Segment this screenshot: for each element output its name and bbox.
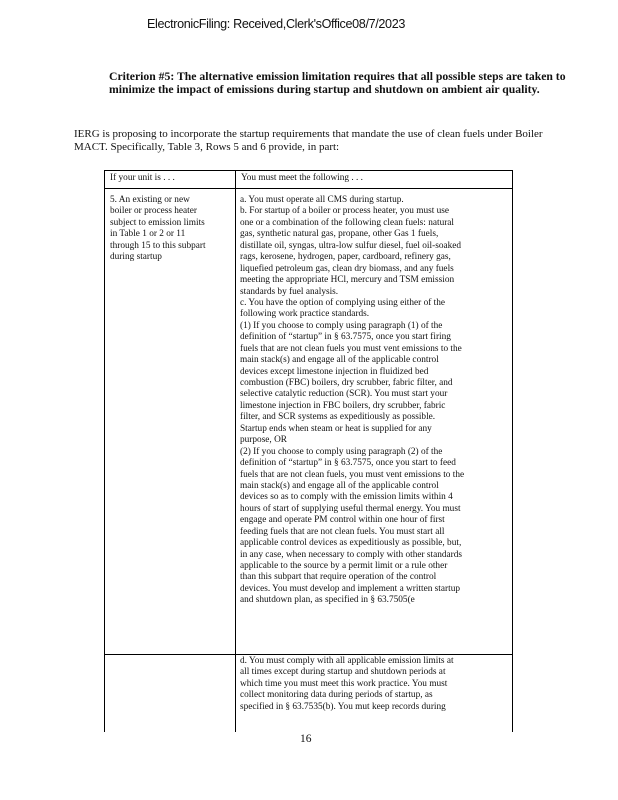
- table-cell-line: purpose, OR: [240, 435, 287, 446]
- table-cell-line: combustion (FBC) boilers, dry scrubber, fabric filter, and: [240, 378, 453, 388]
- filing-stamp-header: ElectronicFiling: Received,Clerk'sOffice08/7/2023: [147, 17, 406, 31]
- table-cell-line: c. You have the option of complying using either of the: [240, 297, 446, 308]
- table-cell-line: d. You must comply with all applicable emission limits at: [240, 656, 454, 666]
- table-cell-line: definition of “startup” in § 63.7575, once you start firing: [240, 332, 451, 343]
- table-cell-line: rags, kerosene, hydrogen, paper, cardboard, refinery gas,: [240, 252, 451, 263]
- row5-requirements: [240, 195, 464, 607]
- table-cell-line: feeding fuels that are not clean fuels. You must start all: [240, 526, 445, 537]
- table-cell-line: applicable to the source by a permit limit or a rule other: [240, 561, 448, 571]
- table-cell-line: subject to emission limits: [110, 217, 205, 228]
- table-cell-line: 5. An existing or new: [110, 195, 190, 205]
- table-header-left: If your unit is . . .: [110, 173, 175, 183]
- table-header-divider: [104, 188, 513, 189]
- table-cell-line: filter, and SCR systems as expeditiously as possible.: [240, 412, 436, 423]
- table-cell-line: engage and operate PM control within one hour of first: [240, 515, 445, 526]
- table-cell-line: devices. You must develop and implement a written startup: [240, 583, 460, 594]
- table-cell-line: meeting the appropriate HCl, mercury and TSM emission: [240, 275, 455, 286]
- table-cell-line: (1) If you choose to comply using paragraph (1) of the: [240, 320, 443, 331]
- table-cell-line: and shutdown plan, as specified in § 63.7505(e: [240, 595, 415, 606]
- criterion-heading: Criterion #5: The alternative emission limitation requires that all possible steps are taken to minimize the impact of emissions during startup and shutdown on ambient air quality.: [109, 70, 566, 96]
- table-cell-line: definition of “startup” in § 63.7575, once you start to feed: [240, 458, 456, 469]
- table-header-right: You must meet the following . . .: [241, 173, 363, 183]
- table-cell-line: hours of start of supplying useful thermal energy. You must: [240, 503, 461, 514]
- table-cell-line: limestone injection in FBC boilers, dry scrubber, fabric: [240, 400, 446, 411]
- table-cell-line: than this subpart that require operation of the control: [240, 572, 437, 583]
- table-column-divider: [235, 170, 236, 732]
- table-cell-line: devices so as to comply with the emission limits within 4: [240, 492, 453, 503]
- table-cell-line: gas, synthetic natural gas, propane, other Gas 1 fuels,: [240, 229, 439, 240]
- table-cell-line: b. For startup of a boiler or process heater, you must use: [240, 206, 450, 217]
- table-cell-line: liquefied petroleum gas, clean dry biomass, and any fuels: [240, 263, 454, 274]
- table-cell-line: selective catalytic reduction (SCR). You must start your: [240, 389, 448, 400]
- table-cell-line: in Table 1 or 2 or 11: [110, 229, 186, 240]
- table-cell-line: fuels that are not clean fuels, you must vent emissions to the: [240, 469, 465, 480]
- table-cell-line: standards by fuel analysis.: [240, 286, 339, 297]
- table-cell-line: during startup: [110, 252, 162, 263]
- table-cell-line: one or a combination of the following clean fuels: natural: [240, 217, 455, 228]
- page-number: 16: [300, 733, 312, 745]
- table-cell-line: devices except limestone injection in fluidized bed: [240, 366, 429, 377]
- table-cell-line: applicable control devices as expeditiously as possible, but,: [240, 538, 462, 549]
- table-cell-line: distillate oil, syngas, ultra-low sulfur diesel, fuel oil-soaked: [240, 240, 462, 251]
- table-cell-line: all times except during startup and shutdown periods at: [240, 667, 446, 678]
- table-row-divider: [104, 654, 513, 655]
- intro-paragraph: IERG is proposing to incorporate the startup requirements that mandate the use of clean fuels under Boiler MACT. Specifically, Table 3, Rows 5 and 6 provide, in part:: [74, 128, 543, 153]
- table-cell-line: (2) If you choose to comply using paragraph (2) of the: [240, 446, 443, 457]
- table-cell-line: specified in § 63.7535(b). You mut keep records during: [240, 701, 446, 712]
- table-cell-line: Startup ends when steam or heat is supplied for any: [240, 423, 432, 434]
- table-cell-line: boiler or process heater: [110, 206, 197, 217]
- table-cell-line: fuels that are not clean fuels you must vent emissions to the: [240, 343, 462, 354]
- table-cell-line: collect monitoring data during periods of startup, as: [240, 690, 433, 701]
- table-cell-line: which time you must meet this work practice. You must: [240, 678, 448, 689]
- table-cell-line: in any case, when necessary to comply with other standards: [240, 549, 463, 560]
- table-cell-line: main stack(s) and engage all of the applicable control: [240, 480, 439, 491]
- table-cell-line: a. You must operate all CMS during startup.: [240, 195, 404, 205]
- row5-unit-description: [110, 195, 206, 264]
- row6-requirements: [240, 656, 454, 713]
- table-cell-line: through 15 to this subpart: [110, 240, 206, 251]
- table-cell-line: following work practice standards.: [240, 309, 370, 320]
- table-cell-line: main stack(s) and engage all of the applicable control: [240, 355, 439, 366]
